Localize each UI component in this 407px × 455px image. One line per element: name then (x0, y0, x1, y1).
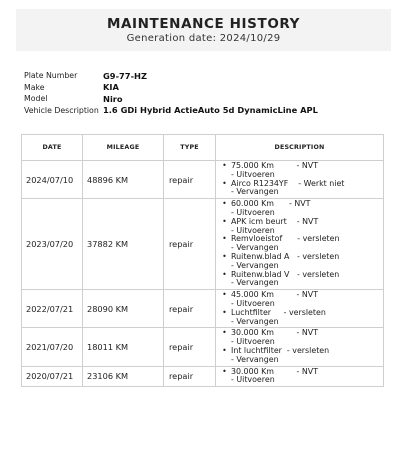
row-date: 2023/07/20 (22, 199, 83, 290)
description-text: Airco R1234YF - Werkt niet (231, 178, 345, 188)
description-line (216, 376, 383, 385)
bullet-icon: • (222, 251, 227, 261)
row-mileage: 37882 KM (83, 199, 164, 290)
row-mileage: 48896 KM (83, 161, 164, 199)
row-date: 2020/07/21 (22, 366, 83, 387)
row-date: 2021/07/20 (22, 328, 83, 366)
maintenance-table (21, 134, 384, 387)
model-value: Niro (103, 93, 123, 104)
description-line (216, 279, 383, 288)
description-text: 60.000 Km - NVT (231, 199, 311, 209)
description-text: - Vervangen (231, 243, 279, 253)
bullet-icon: • (222, 345, 227, 355)
row-type: repair (164, 290, 216, 328)
description-text: - Vervangen (231, 354, 279, 364)
row-type: repair (164, 161, 216, 199)
description-text: Ruitenw.blad A - versleten (231, 251, 340, 261)
table-row (22, 290, 384, 328)
description-label: Vehicle Description (24, 105, 99, 115)
description-text: - Vervangen (231, 260, 279, 270)
bullet-icon: • (222, 269, 227, 279)
vehicle-row-plate (24, 70, 384, 82)
bullet-icon: • (222, 161, 227, 170)
generation-date: Generation date: 2024/10/29 (126, 33, 281, 44)
row-description (216, 199, 384, 290)
description-text: - Uitvoeren (231, 337, 275, 347)
vehicle-row-model (24, 93, 384, 105)
make-value: KIA (103, 82, 119, 93)
model-label: Model (24, 94, 48, 104)
table-row (22, 366, 384, 387)
row-mileage: 28090 KM (83, 290, 164, 328)
description-text: - Vervangen (231, 316, 279, 326)
description-text: - Uitvoeren (231, 375, 275, 385)
description-line (216, 188, 383, 197)
header-description: DESCRIPTION (216, 135, 384, 161)
description-text: APK icm beurt - NVT (231, 216, 319, 226)
report-header (16, 9, 391, 51)
description-text: 45.000 Km - NVT (231, 290, 319, 300)
bullet-icon: • (222, 290, 227, 300)
row-mileage: 18011 KM (83, 328, 164, 366)
description-value: 1.6 GDi Hybrid ActieAuto 5d DynamicLine APL (103, 105, 318, 116)
bullet-icon: • (222, 366, 227, 376)
header-type: TYPE (164, 135, 216, 161)
description-text: - Uitvoeren (231, 169, 275, 179)
row-mileage: 23106 KM (83, 366, 164, 387)
plate-label: Plate Number (24, 71, 78, 81)
description-text: Remvloeistof - versleten (231, 234, 340, 244)
header-date: DATE (22, 135, 83, 161)
description-text: Luchtfilter - versleten (231, 307, 326, 317)
row-description (216, 290, 384, 328)
row-type: repair (164, 366, 216, 387)
description-text: - Uitvoeren (231, 207, 275, 217)
row-description (216, 161, 384, 199)
description-text: 30.000 Km - NVT (231, 366, 319, 376)
vehicle-row-make (24, 82, 384, 94)
header-mileage: MILEAGE (83, 135, 164, 161)
row-description (216, 328, 384, 366)
table-row (22, 161, 384, 199)
description-text: - Vervangen (231, 278, 279, 288)
description-text: Int luchtfilter - versleten (231, 345, 330, 355)
description-line (216, 356, 383, 365)
row-description (216, 366, 384, 387)
plate-value: G9-77-HZ (103, 70, 147, 81)
description-text: Ruitenw.blad V - versleten (231, 269, 340, 279)
description-text: - Uitvoeren (231, 298, 275, 308)
bullet-icon: • (222, 199, 227, 209)
table-row (22, 328, 384, 366)
bullet-icon: • (222, 307, 227, 317)
bullet-icon: • (222, 216, 227, 226)
description-line (216, 318, 383, 327)
description-text: 30.000 Km - NVT (231, 328, 319, 338)
report-title: MAINTENANCE HISTORY (106, 16, 301, 32)
description-text: 75.000 Km - NVT (231, 161, 319, 170)
make-label: Make (24, 82, 45, 92)
bullet-icon: • (222, 328, 227, 338)
description-text: - Vervangen (231, 187, 279, 197)
row-date: 2024/07/10 (22, 161, 83, 199)
table-header-row (22, 135, 384, 161)
vehicle-row-description (24, 105, 384, 117)
row-date: 2022/07/21 (22, 290, 83, 328)
bullet-icon: • (222, 234, 227, 244)
row-type: repair (164, 328, 216, 366)
vehicle-info (24, 70, 384, 116)
row-type: repair (164, 199, 216, 290)
description-text: - Uitvoeren (231, 225, 275, 235)
table-row (22, 199, 384, 290)
bullet-icon: • (222, 178, 227, 188)
